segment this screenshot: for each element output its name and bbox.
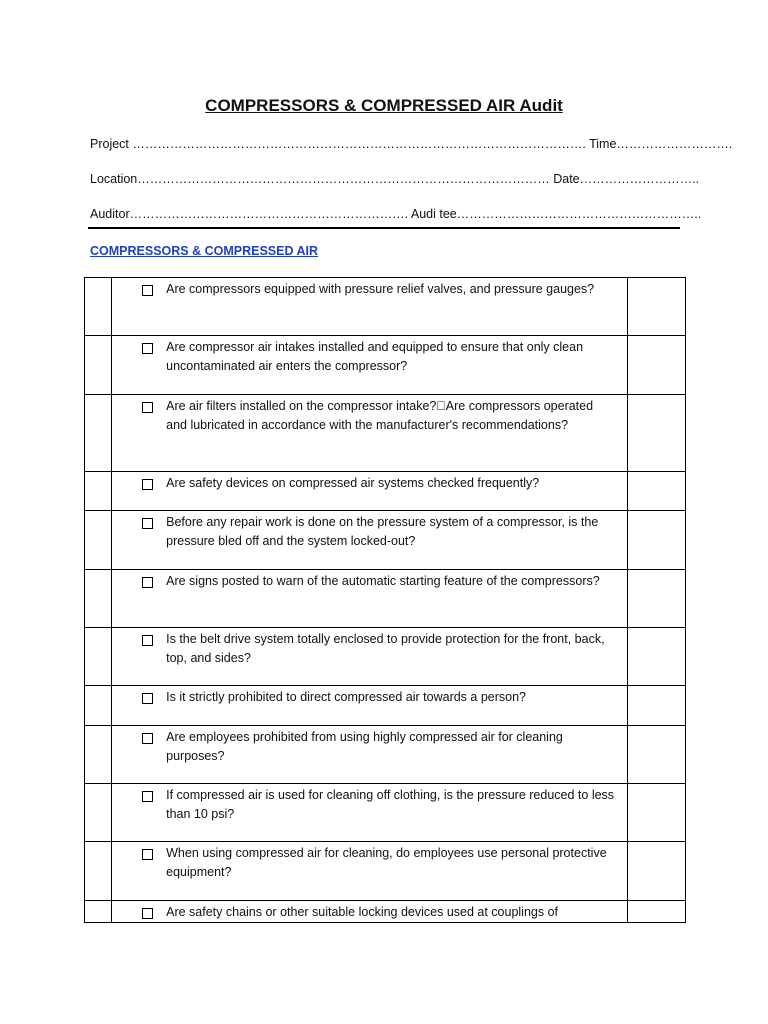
question-cell [112,842,628,901]
project-time-line: Project ………………………………………………………………………………………………. Time………………………. [90,137,733,151]
checkbox[interactable] [142,693,153,704]
table-row [85,395,686,472]
answer-cell[interactable] [627,628,685,686]
checkbox[interactable] [142,849,153,860]
question-text: Are compressors equipped with pressure relief valves, and pressure gauges? [166,282,595,296]
question-cell [112,784,628,842]
row-number-cell [85,336,112,395]
section-heading-link[interactable]: COMPRESSORS & COMPRESSED AIR [90,244,319,258]
answer-cell[interactable] [627,726,685,784]
checkbox[interactable] [142,908,153,919]
table-row [85,686,686,726]
question-text: Is it strictly prohibited to direct compressed air towards a person? [166,690,527,704]
question-cell [112,628,628,686]
checkbox[interactable] [142,635,153,646]
question-text: Are safety devices on compressed air systems checked frequently? [166,476,540,490]
question-cell [112,686,628,726]
answer-cell[interactable] [627,336,685,395]
audit-checklist-table [84,277,686,923]
row-number-cell [85,511,112,570]
question-text: Are signs posted to warn of the automatic starting feature of the compressors? [166,574,600,588]
answer-cell[interactable] [627,784,685,842]
table-row [85,570,686,628]
question-cell [112,726,628,784]
row-number-cell [85,842,112,901]
question-text: When using compressed air for cleaning, do employees use personal protective equipment? [166,846,607,879]
question-cell [112,901,628,923]
location-date-line: Location……………………………………………………………………………………… Date……………………….. [90,172,700,186]
table-row [85,842,686,901]
answer-cell[interactable] [627,278,685,336]
checkbox[interactable] [142,402,153,413]
answer-cell[interactable] [627,901,685,923]
row-number-cell [85,570,112,628]
row-number-cell [85,628,112,686]
checkbox[interactable] [142,518,153,529]
row-number-cell [85,686,112,726]
answer-cell[interactable] [627,842,685,901]
question-text: Is the belt drive system totally enclosed to provide protection for the front, back, top, and sides? [166,632,605,665]
table-row [85,784,686,842]
row-number-cell [85,395,112,472]
question-cell [112,472,628,511]
question-cell [112,395,628,472]
checkbox[interactable] [142,285,153,296]
table-row [85,511,686,570]
auditor-auditee-line: Auditor…………………………………………………………. Audi tee………………………………………………….. [90,207,702,221]
checkbox[interactable] [142,479,153,490]
question-text: If compressed air is used for cleaning off clothing, is the pressure reduced to less than 10 psi? [166,788,615,821]
row-number-cell [85,278,112,336]
answer-cell[interactable] [627,472,685,511]
table-row [85,336,686,395]
row-number-cell [85,472,112,511]
question-text: Are compressor air intakes installed and equipped to ensure that only clean uncontaminated air enters the compressor? [166,340,584,373]
table-row [85,278,686,336]
question-text: Are employees prohibited from using highly compressed air for cleaning purposes? [166,730,563,763]
answer-cell[interactable] [627,511,685,570]
question-cell [112,336,628,395]
checkbox[interactable] [142,343,153,354]
question-cell [112,278,628,336]
table-row [85,472,686,511]
answer-cell[interactable] [627,395,685,472]
header-divider [88,227,680,229]
question-text: Are air filters installed on the compressor intake? Are compressors operated and lubricated in accordance with the manufacturer's recommendations? [166,399,594,432]
table-row [85,628,686,686]
document-title: COMPRESSORS & COMPRESSED AIR Audit [205,96,563,115]
table-row [85,901,686,923]
checkbox[interactable] [142,791,153,802]
row-number-cell [85,726,112,784]
question-cell [112,570,628,628]
table-row [85,726,686,784]
checkbox[interactable] [142,733,153,744]
question-cell [112,511,628,570]
checkbox[interactable] [142,577,153,588]
answer-cell[interactable] [627,686,685,726]
question-text: Are safety chains or other suitable locking devices used at couplings of [166,905,559,919]
answer-cell[interactable] [627,570,685,628]
row-number-cell [85,901,112,923]
question-text: Before any repair work is done on the pressure system of a compressor, is the pressure bled off and the system locked-out? [166,515,599,548]
row-number-cell [85,784,112,842]
